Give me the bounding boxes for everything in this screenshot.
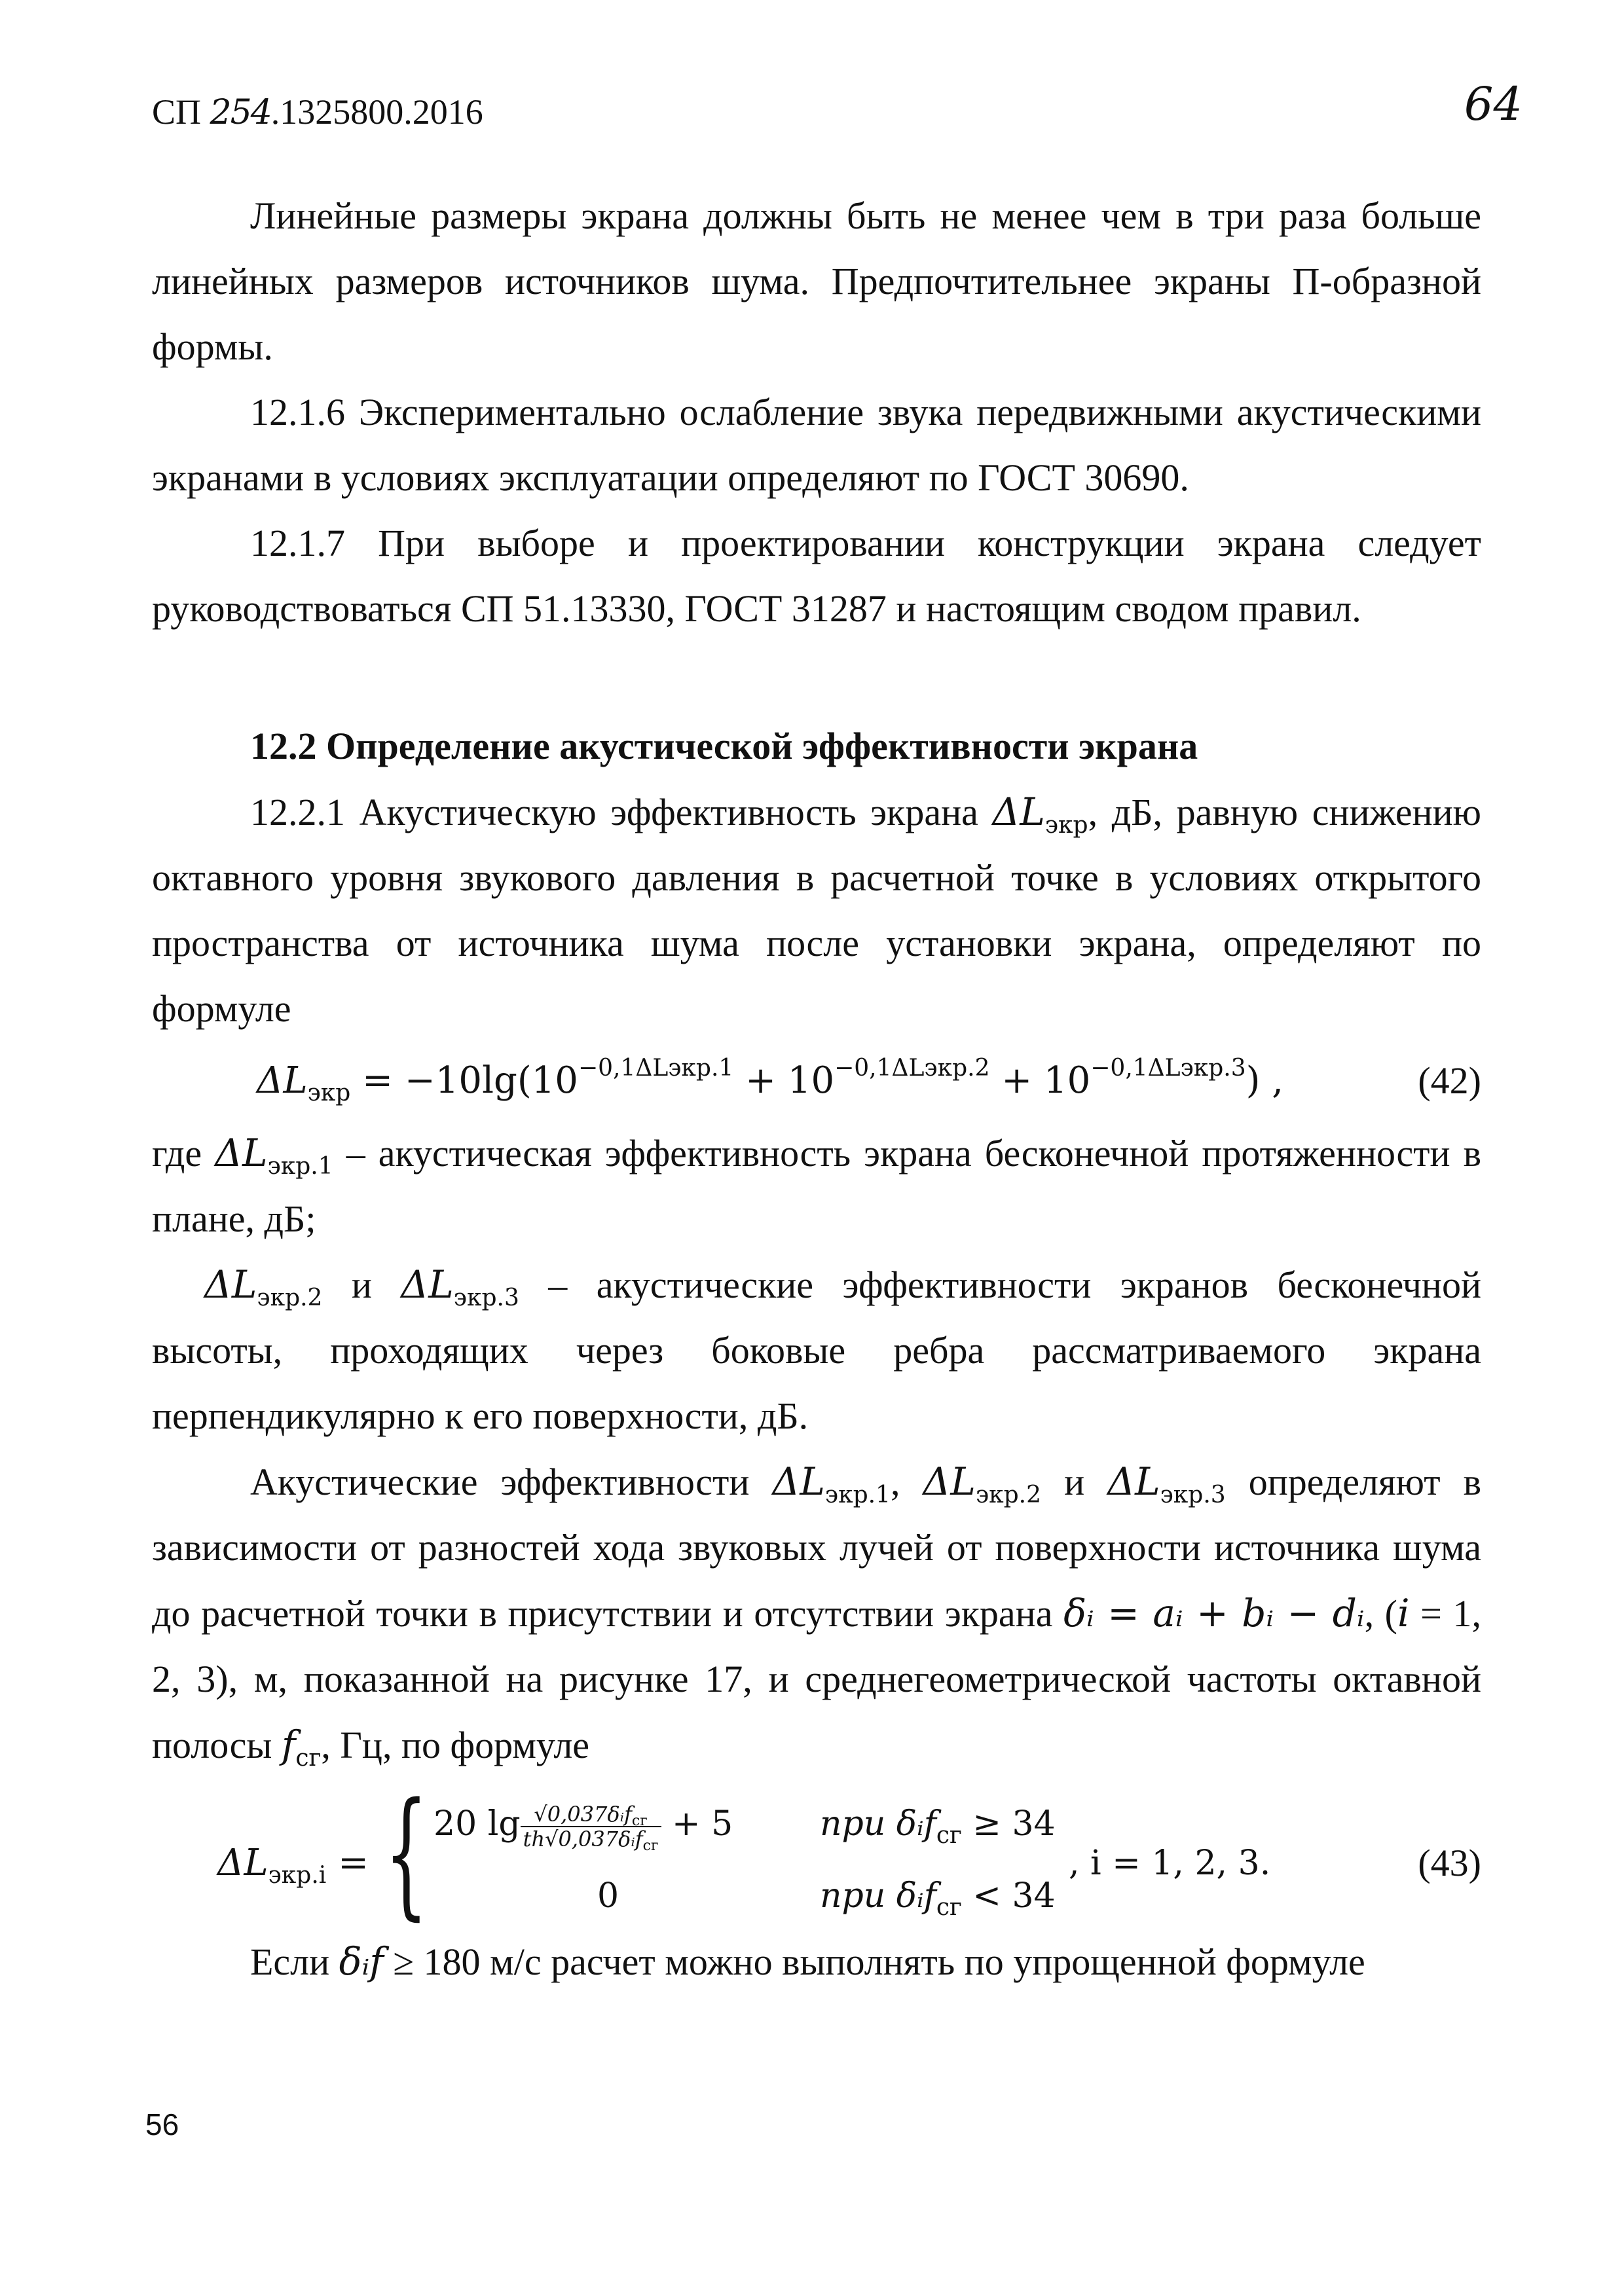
document-header — [152, 92, 483, 132]
paragraph-acoustic-efficiencies: Акустические эффективности $\Delta L_{экр.1}$, $\Delta L_{экр.2}$ и $\Delta L_{экр.3}$ определяют в зависимости от разностей хода звуковых лучей от поверхности источника шума до расчетной точки в присутствии и отсутствии экрана δᵢ = aᵢ + bᵢ − dᵢ, (i = 1, 2, 3), м, показанной на рисунке 17, и среднегеометрической частоты октавной полосы $f_{сг}$, Гц, по формуле — [152, 1459, 1481, 1772]
formula-43-index-range: , i = 1, 2, 3. — [1069, 1844, 1271, 1883]
page-number: 56 — [145, 2107, 179, 2141]
formula-43-brace: { — [384, 1773, 428, 1933]
formula-43-case1: 20 lg $\frac{√0,037\delta ᵢf_{сг}}{th√0,037\delta ᵢf_{сг}}$ + 5 — [434, 1801, 733, 1854]
symbol-dl-ekr: $\Delta L_{экр}$ — [992, 790, 1088, 839]
formula-43 — [217, 1773, 1481, 1933]
p4-rest: , дБ, равную снижению октавного уровня звукового давления в расчетной точке в условиях открытого пространства от источника шума после установки экрана, определяют по формуле — [152, 791, 1481, 1030]
definition-dl-ekr2-ekr3: $\Delta L_{экр.2}$ и $\Delta L_{экр.3}$ – акустические эффективности экранов бесконечной высоты, проходящих через боковые ребра рассматриваемого экрана перпендикулярно к его поверхности, дБ. — [152, 1262, 1481, 1437]
paragraph-simplified-formula: Если δᵢf ≥ 180 м/с расчет можно выполнять по упрощенной формуле — [250, 1939, 1365, 1984]
section-title: 12.2 Определение акустической эффективности экрана — [250, 725, 1198, 767]
formula-42-expression: $\Delta L_{экр} = -10\lg(10^{-0,1\Delta Lэкр.1} + 10^{-0,1\Delta Lэкр.2} + 10^{-0,1\Delta Lэкр.3})$ , — [257, 1055, 1284, 1106]
formula-43-number: (43) — [1418, 1842, 1481, 1884]
handwritten-page-number: 64 — [1464, 77, 1522, 131]
p4-start: 12.2.1 Акустическую эффективность экрана — [250, 791, 993, 833]
formula-43-condition2: при δᵢf$_{сг}$ < 34 — [820, 1876, 1056, 1921]
formula-43-lhs: $\Delta L_{экр.i}$ = — [217, 1842, 369, 1889]
paragraph-12-1-6: 12.1.6 Экспериментально ослабление звука передвижными акустическими экранами в условиях эксплуатации определяют по ГОСТ 30690. — [152, 391, 1481, 499]
paragraph-12-1-7: 12.1.7 При выборе и проектировании конструкции экрана следует руководствоваться СП 51.13330, ГОСТ 31287 и настоящим сводом правил. — [152, 522, 1481, 630]
document-body — [152, 183, 1481, 1995]
paragraph-12-2-1 — [152, 779, 1481, 1042]
doc-hand-number: 254 — [210, 93, 271, 132]
formula-42-number: (42) — [1418, 1059, 1481, 1102]
formula-43-condition1: при δᵢf$_{сг}$ ≥ 34 — [820, 1804, 1056, 1849]
formula-42 — [257, 1042, 1481, 1120]
formula-43-case2: 0 — [597, 1876, 619, 1916]
doc-suffix: .1325800.2016 — [270, 92, 483, 132]
paragraph-screen-size: Линейные размеры экрана должны быть не менее чем в три раза больше линейных размеров источников шума. Предпочтительнее экраны П-образной формы. — [152, 194, 1481, 368]
definition-dl-ekr1: где $\Delta L_{экр.1}$ – акустическая эффективность экрана бесконечной протяженности в плане, дБ; — [152, 1131, 1481, 1240]
doc-prefix: СП — [152, 92, 210, 132]
